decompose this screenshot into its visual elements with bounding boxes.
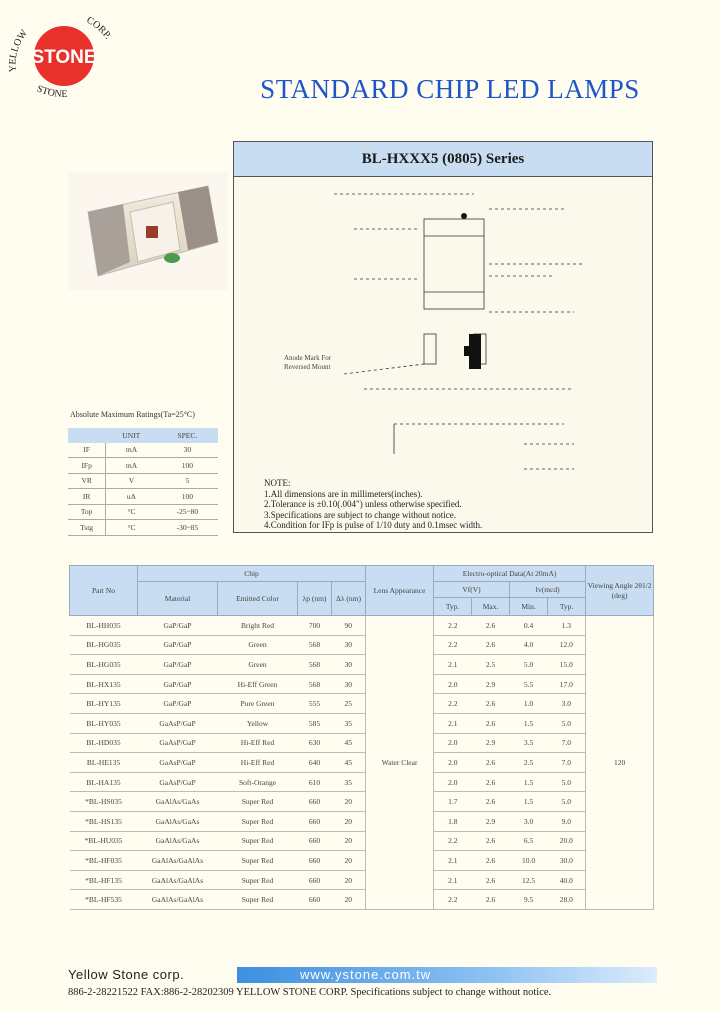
iv-typ-cell: 30.0 [548,851,586,871]
vf-max-cell: 2.6 [472,694,510,714]
lambda-p-cell: 568 [298,635,332,655]
material-cell: GaAlAs/GaAlAs [138,890,218,910]
header-vf-typ: Typ. [434,598,472,616]
lambda-p-cell: 660 [298,831,332,851]
emitted-color-cell: Super Red [218,890,298,910]
spec-header-row [70,582,654,598]
emitted-color-cell: Pure Green [218,694,298,714]
delta-lambda-cell: 35 [332,713,366,733]
material-cell: GaAsP/GaP [138,772,218,792]
iv-typ-cell: 9.0 [548,811,586,831]
spec-row [70,674,654,694]
lens-appearance-cell: Water Clear [366,616,434,910]
spec-row [70,753,654,773]
ratings-header-row [68,428,218,443]
footer-company: Yellow Stone corp. [68,967,185,982]
vf-typ-cell: 2.0 [434,753,472,773]
part-no-cell: BL-HA135 [70,772,138,792]
iv-typ-cell: 1.3 [548,616,586,636]
anode-mark-label-2: Reversed Mount [284,363,331,371]
iv-min-cell: 5.5 [510,674,548,694]
part-no-cell: *BL-HF135 [70,870,138,890]
logo-badge-text: STONE [31,47,97,68]
vf-max-cell: 2.6 [472,635,510,655]
iv-typ-cell: 3.0 [548,694,586,714]
material-cell: GaAlAs/GaAs [138,831,218,851]
vf-max-cell: 2.6 [472,792,510,812]
spec-row [70,792,654,812]
dimension-drawing [274,184,634,474]
header-lens: Lens Appearance [366,566,434,616]
viewing-angle-cell: 120 [586,616,654,910]
header-emitted-color: Emitted Color [218,582,298,616]
material-cell: GaAsP/GaP [138,733,218,753]
header-vf-max: Max. [472,598,510,616]
vf-max-cell: 2.6 [472,870,510,890]
lambda-p-cell: 660 [298,870,332,890]
emitted-color-cell: Hi-Eff Red [218,753,298,773]
ratings-title: Absolute Maximum Ratings(Ta=25°C) [70,410,195,419]
iv-typ-cell: 15.0 [548,655,586,675]
spec-row [70,890,654,910]
material-cell: GaP/GaP [138,694,218,714]
emitted-color-cell: Hi-Eff Green [218,674,298,694]
ratings-row [68,458,218,474]
ratings-cell: -25~80 [176,507,199,517]
lambda-p-cell: 700 [298,616,332,636]
ratings-table [68,428,218,536]
delta-lambda-cell: 20 [332,890,366,910]
spec-row [70,772,654,792]
material-cell: GaP/GaP [138,655,218,675]
ratings-cell: 100 [181,460,193,470]
delta-lambda-cell: 20 [332,870,366,890]
material-cell: GaP/GaP [138,616,218,636]
spec-row [70,870,654,890]
vf-typ-cell: 2.1 [434,870,472,890]
footer-url[interactable]: www.ystone.com.tw [300,967,432,982]
note-line: 2.Tolerance is ±0.10(.004") unless otherwise specified. [264,499,462,509]
spec-table [69,565,654,910]
ratings-cell: °C [127,507,136,517]
vf-max-cell: 2.6 [472,831,510,851]
vf-typ-cell: 1.7 [434,792,472,812]
iv-typ-cell: 7.0 [548,733,586,753]
iv-min-cell: 0.4 [510,616,548,636]
lambda-p-cell: 568 [298,674,332,694]
iv-min-cell: 2.5 [510,753,548,773]
vf-typ-cell: 2.1 [434,655,472,675]
emitted-color-cell: Super Red [218,831,298,851]
iv-typ-cell: 7.0 [548,753,586,773]
vf-typ-cell: 2.1 [434,851,472,871]
header-part-no: Part No [70,566,138,616]
emitted-color-cell: Super Red [218,811,298,831]
lambda-p-cell: 640 [298,753,332,773]
part-no-cell: *BL-HF035 [70,851,138,871]
iv-typ-cell: 5.0 [548,792,586,812]
emitted-color-cell: Yellow [218,713,298,733]
chip-outline-top-view [424,219,484,309]
logo-ring-left: YELLOW [7,27,31,73]
delta-lambda-cell: 35 [332,772,366,792]
part-no-cell: BL-HD035 [70,733,138,753]
iv-min-cell: 5.0 [510,655,548,675]
spec-row [70,733,654,753]
vf-typ-cell: 1.8 [434,811,472,831]
part-no-cell: BL-HY135 [70,694,138,714]
emitted-color-cell: Super Red [218,851,298,871]
lambda-p-cell: 610 [298,772,332,792]
header-lambda-p: λp (nm) [298,582,332,616]
part-no-cell: *BL-HU035 [70,831,138,851]
material-cell: GaAlAs/GaAlAs [138,851,218,871]
ratings-cell: 100 [181,491,193,501]
ratings-cell: IFp [68,458,106,474]
vf-max-cell: 2.6 [472,713,510,733]
delta-lambda-cell: 45 [332,753,366,773]
vf-max-cell: 2.6 [472,851,510,871]
material-cell: GaAlAs/GaAlAs [138,870,218,890]
spec-row [70,655,654,675]
lambda-p-cell: 660 [298,792,332,812]
emitted-color-cell: Bright Red [218,616,298,636]
vf-max-cell: 2.9 [472,811,510,831]
ratings-cell: VR [68,473,106,489]
ratings-cell: IF [68,443,106,458]
material-cell: GaP/GaP [138,674,218,694]
material-cell: GaAlAs/GaAs [138,792,218,812]
series-title: BL-HXXX5 (0805) Series [234,142,652,177]
vf-max-cell: 2.6 [472,772,510,792]
iv-typ-cell: 20.0 [548,831,586,851]
iv-min-cell: 1.0 [510,694,548,714]
part-no-cell: BL-HG035 [70,655,138,675]
lambda-p-cell: 660 [298,811,332,831]
vf-typ-cell: 2.2 [434,831,472,851]
ratings-cell: 5 [185,476,190,486]
iv-typ-cell: 28.0 [548,890,586,910]
material-cell: GaP/GaP [138,635,218,655]
delta-lambda-cell: 25 [332,694,366,714]
vf-typ-cell: 2.0 [434,674,472,694]
series-panel [233,141,653,533]
note-line: 1.All dimensions are in millimeters(inches). [264,488,423,499]
ratings-row [68,443,218,458]
iv-typ-cell: 17.0 [548,674,586,694]
ratings-cell: Tstg [68,520,106,536]
logo-ring-right: CORP. [84,14,114,42]
delta-lambda-cell: 45 [332,733,366,753]
ratings-cell: mA [125,445,138,455]
vf-typ-cell: 2.2 [434,616,472,636]
iv-min-cell: 12.5 [510,870,548,890]
iv-min-cell: 1.5 [510,713,548,733]
emitted-color-cell: Super Red [218,792,298,812]
spec-row [70,851,654,871]
lambda-p-cell: 660 [298,851,332,871]
emitted-color-cell: Super Red [218,870,298,890]
vf-max-cell: 2.9 [472,733,510,753]
ratings-cell: uA [126,491,137,501]
iv-typ-cell: 5.0 [548,713,586,733]
emitted-color-cell: Soft-Orange [218,772,298,792]
part-no-cell: BL-HE135 [70,753,138,773]
ratings-row [68,489,218,505]
iv-min-cell: 10.0 [510,851,548,871]
header-delta-lambda: Δλ (nm) [332,582,366,616]
iv-typ-cell: 5.0 [548,772,586,792]
iv-min-cell: 1.5 [510,772,548,792]
vf-typ-cell: 2.1 [434,713,472,733]
ratings-cell: V [128,476,135,486]
vf-max-cell: 2.6 [472,753,510,773]
lambda-p-cell: 630 [298,733,332,753]
header-viewing: Viewing Angle 2θ1/2 (deg) [586,566,654,616]
ratings-cell: mA [125,460,138,470]
delta-lambda-cell: 30 [332,655,366,675]
iv-min-cell: 3.0 [510,811,548,831]
vf-typ-cell: 2.2 [434,635,472,655]
delta-lambda-cell: 20 [332,851,366,871]
header-iv: Iv(mcd) [510,582,586,598]
ratings-header-cell [68,428,106,443]
note-line: NOTE: [264,478,291,488]
material-cell: GaAsP/GaP [138,713,218,733]
header-iv-typ: Typ. [548,598,586,616]
chip-photo [68,172,228,290]
spec-header-row [70,566,654,582]
lambda-p-cell: 555 [298,694,332,714]
ratings-cell: -30~85 [176,522,199,532]
part-no-cell: *BL-HS035 [70,792,138,812]
page-title: STANDARD CHIP LED LAMPS [260,74,640,104]
note-line: 4.Condition for IFp is pulse of 1/10 duty and 0.1msec width. [264,520,483,530]
material-cell: GaAsP/GaP [138,753,218,773]
vf-max-cell: 2.9 [472,674,510,694]
spec-row [70,616,654,636]
lambda-p-cell: 568 [298,655,332,675]
delta-lambda-cell: 30 [332,635,366,655]
notes [264,478,644,531]
part-no-cell: BL-HY035 [70,713,138,733]
iv-min-cell: 4.0 [510,635,548,655]
emitted-color-cell: Hi-Eff Red [218,733,298,753]
ratings-row [68,473,218,489]
part-no-cell: *BL-HS135 [70,811,138,831]
iv-min-cell: 9.5 [510,890,548,910]
ratings-header-cell: UNIT [106,428,157,443]
emitted-color-cell: Green [218,655,298,675]
ratings-header-cell: SPEC. [157,428,218,443]
lambda-p-cell: 585 [298,713,332,733]
ratings-cell: 30 [183,445,192,455]
spec-row [70,831,654,851]
logo-ring-bottom: STONE [35,83,68,101]
iv-min-cell: 3.5 [510,733,548,753]
ratings-cell: °C [127,522,136,532]
ratings-row [68,520,218,536]
delta-lambda-cell: 20 [332,831,366,851]
spec-row [70,635,654,655]
part-no-cell: BL-HH035 [70,616,138,636]
emitted-color-cell: Green [218,635,298,655]
part-no-cell: BL-HX135 [70,674,138,694]
spec-row [70,713,654,733]
ratings-row [68,504,218,520]
header-vf: Vf(V) [434,582,510,598]
material-cell: GaAlAs/GaAs [138,811,218,831]
header-chip: Chip [138,566,366,582]
delta-lambda-cell: 20 [332,811,366,831]
iv-typ-cell: 40.0 [548,870,586,890]
delta-lambda-cell: 30 [332,674,366,694]
vf-max-cell: 2.5 [472,655,510,675]
ratings-cell: IR [68,489,106,505]
note-line: 3.Specifications are subject to change without notice. [264,509,456,520]
spec-row [70,694,654,714]
vf-typ-cell: 2.2 [434,694,472,714]
delta-lambda-cell: 90 [332,616,366,636]
header-material: Material [138,582,218,616]
iv-min-cell: 1.5 [510,792,548,812]
footer-contact: 886-2-28221522 FAX:886-2-28202309 YELLOW STONE CORP. Specifications subject to change without notice. [68,987,552,998]
header-eo-data: Electro-optical Data(At 20mA) [434,566,586,582]
delta-lambda-cell: 20 [332,792,366,812]
spec-row [70,811,654,831]
iv-min-cell: 6.5 [510,831,548,851]
vf-typ-cell: 2.0 [434,772,472,792]
iv-typ-cell: 12.0 [548,635,586,655]
vf-max-cell: 2.6 [472,890,510,910]
part-no-cell: *BL-HF535 [70,890,138,910]
header-iv-min: Min. [510,598,548,616]
vf-typ-cell: 2.0 [434,733,472,753]
lambda-p-cell: 660 [298,890,332,910]
anode-mark-label-1: Anode Mark For [284,354,332,362]
vf-max-cell: 2.6 [472,616,510,636]
part-no-cell: BL-HG035 [70,635,138,655]
company-logo [2,12,124,108]
ratings-cell: Top [68,504,106,520]
vf-typ-cell: 2.2 [434,890,472,910]
